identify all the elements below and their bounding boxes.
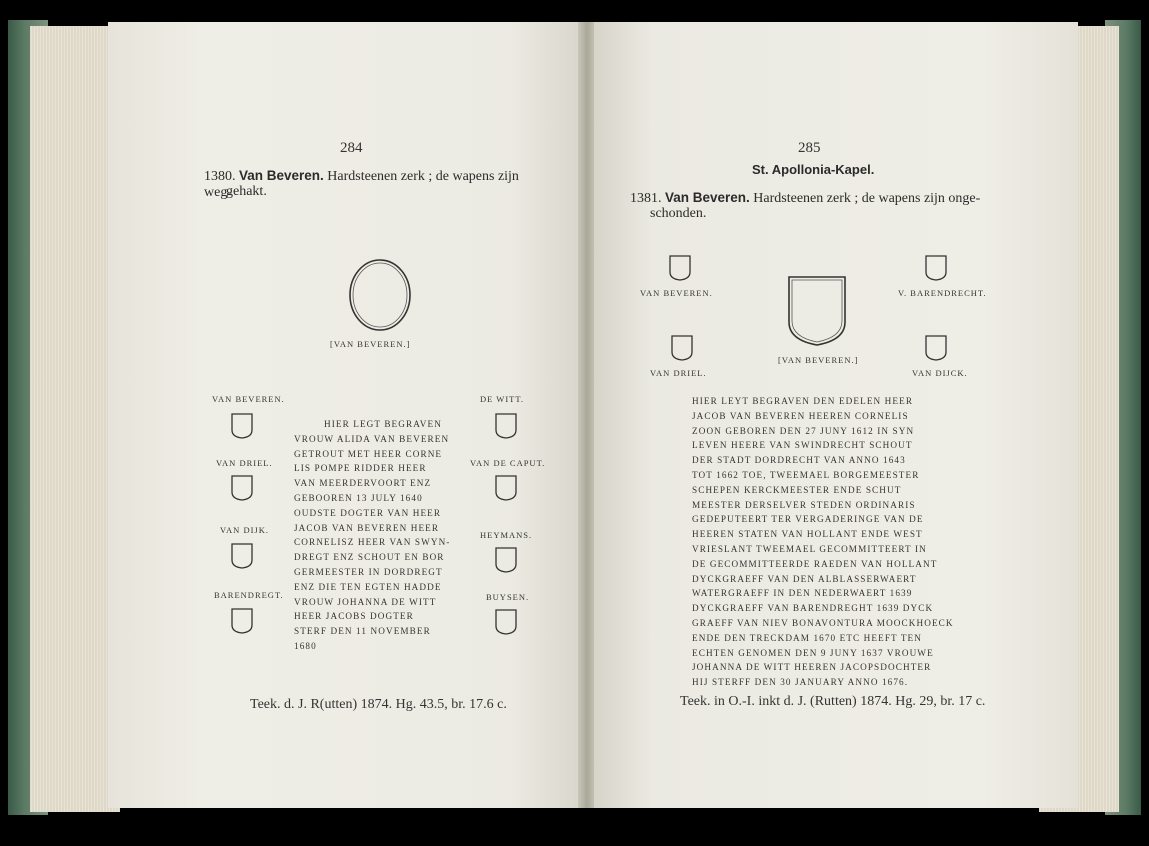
inscription [692,394,954,690]
inscription-line: ENDE DEN TRECKDAM 1670 ETC HEEFT TEN [692,632,922,643]
inscription-line: JACOB VAN BEVEREN HEEREN CORNELIS [692,410,909,421]
arms-label: HEYMANS. [480,530,533,540]
shield-icon [494,608,518,636]
inscription-line: HIJ STERFF DEN 30 JANUARY ANNO 1676. [692,677,909,688]
arms-label: BARENDREGT. [214,590,284,600]
inscription-line: CORNELISZ HEER VAN SWYN- [294,537,451,548]
entry-number: 1380. [204,169,236,184]
inscription-line: JOHANNA DE WITT HEEREN JACOPSDOCHTER [692,662,932,673]
inscription-line: DREGT ENZ SCHOUT EN BOR [294,552,445,563]
inscription-line: GERMEESTER IN DORDREGT [294,566,443,577]
inscription-line: DE GECOMMITTEERDE RAEDEN VAN HOLLANT [692,558,938,569]
entry-heading [630,190,990,207]
inscription-line: MEESTER DERSELVER STEDEN ORDINARIS [692,499,916,510]
inscription-line: STERF DEN 11 NOVEMBER [294,626,431,637]
inscription-line: DER STADT DORDRECHT VAN ANNO 1643 [692,455,906,466]
inscription-line: DYCKGRAEFF VAN DEN ALBLASSERWAERT [692,573,917,584]
shield-icon [230,474,254,502]
inscription-line: GETROUT MET HEER CORNE [294,448,443,459]
inscription-line: VRIESLANT TWEEMAEL GECOMMITTEERT IN [692,543,927,554]
shield-icon [230,607,254,635]
arms-label: BUYSEN. [486,592,530,602]
inscription-line: LEVEN HEERE VAN SWINDRECHT SCHOUT [692,440,913,451]
entry-description: Hardsteenen zerk ; de wapens zijn onge- [753,191,981,206]
entry-name: Van Beveren. [665,190,750,205]
arms-label: VAN BEVEREN. [212,394,285,404]
shield-icon [924,254,948,282]
arms-label: V. BARENDRECHT. [898,288,987,298]
shield-icon [494,546,518,574]
center-arms-label: [VAN BEVEREN.] [330,339,411,349]
oval-arms-icon [348,258,412,332]
entry-description-cont: gehakt. [226,184,267,199]
inscription-line: HIER LEGT BEGRAVEN [324,419,442,429]
entry-description-cont: schonden. [650,206,707,221]
inscription-line: ENZ DIE TEN EGTEN HADDE [294,581,442,592]
arms-label: VAN BEVEREN. [640,288,713,298]
shield-icon [670,334,694,362]
inscription-line: JACOB VAN BEVEREN HEER [294,522,440,533]
inscription-line: GEBOOREN 13 JULY 1640 [294,492,423,503]
arms-label: VAN DE CAPUT. [470,458,546,468]
arms-label: VAN DRIEL. [650,368,707,378]
inscription-line: HEEREN STATEN VAN HOLLANT ENDE WEST [692,529,923,540]
entry-description: Hardsteenen zerk ; de wapens zijn weg- [204,169,519,200]
footer-caption: Teek. in O.-I. inkt d. J. (Rutten) 1874. Hg. 29, br. 17 c. [680,694,986,709]
arms-label: DE WITT. [480,394,525,404]
inscription [294,417,450,654]
inscription-line: ZOON GEBOREN DEN 27 JUNY 1612 IN SYN [692,425,915,436]
footer-caption: Teek. d. J. R(utten) 1874. Hg. 43.5, br. 17.6 c. [250,697,507,712]
page-stack-left [30,26,120,812]
inscription-line: HIER LEYT BEGRAVEN DEN EDELEN HEER [692,396,914,406]
page-number: 285 [798,140,821,156]
inscription-line: LIS POMPE RIDDER HEER [294,463,427,474]
inscription-line: GRAEFF VAN NIEV BONAVONTURA MOOCKHOECK [692,617,954,628]
inscription-line: ECHTEN GENOMEN DEN 9 JUNY 1637 VROUWE [692,647,934,658]
page-number: 284 [340,140,363,156]
inscription-line: VROUW JOHANNA DE WITT [294,596,437,607]
inscription-line: DYCKGRAEFF VAN BARENDREGHT 1639 DYCK [692,603,934,614]
left-page [108,22,580,808]
inscription-line: GEDEPUTEERT TER VERGADERINGE VAN DE [692,514,924,525]
arms-label: VAN DRIEL. [216,458,273,468]
shield-icon [668,254,692,282]
inscription-line: TOT 1662 TOE, TWEEMAEL BORGEMEESTER [692,469,920,480]
right-page [594,22,1078,808]
shield-icon [924,334,948,362]
arms-label: VAN DIJK. [220,525,269,535]
inscription-line: SCHEPEN KERCKMEESTER ENDE SCHUT [692,484,902,495]
entry-name: Van Beveren. [239,168,324,183]
inscription-line: HEER JACOBS DOGTER [294,611,414,622]
inscription-line: OUDSTE DOGTER VAN HEER [294,507,442,518]
shield-icon [230,412,254,440]
center-shield-icon [786,274,848,348]
open-book [8,10,1141,828]
inscription-line: VROUW ALIDA VAN BEVEREN [294,433,450,444]
shield-icon [494,474,518,502]
section-title: St. Apollonia-Kapel. [752,162,875,177]
inscription-line: 1680 [294,640,317,651]
center-arms-label: [VAN BEVEREN.] [778,355,859,365]
entry-number: 1381. [630,191,662,206]
inscription-line: VAN MEERDERVOORT ENZ [294,478,432,489]
arms-label: VAN DIJCK. [912,368,968,378]
shield-icon [494,412,518,440]
shield-icon [230,542,254,570]
inscription-line: WATERGRAEFF IN DEN NEDERWAERT 1639 [692,588,913,599]
